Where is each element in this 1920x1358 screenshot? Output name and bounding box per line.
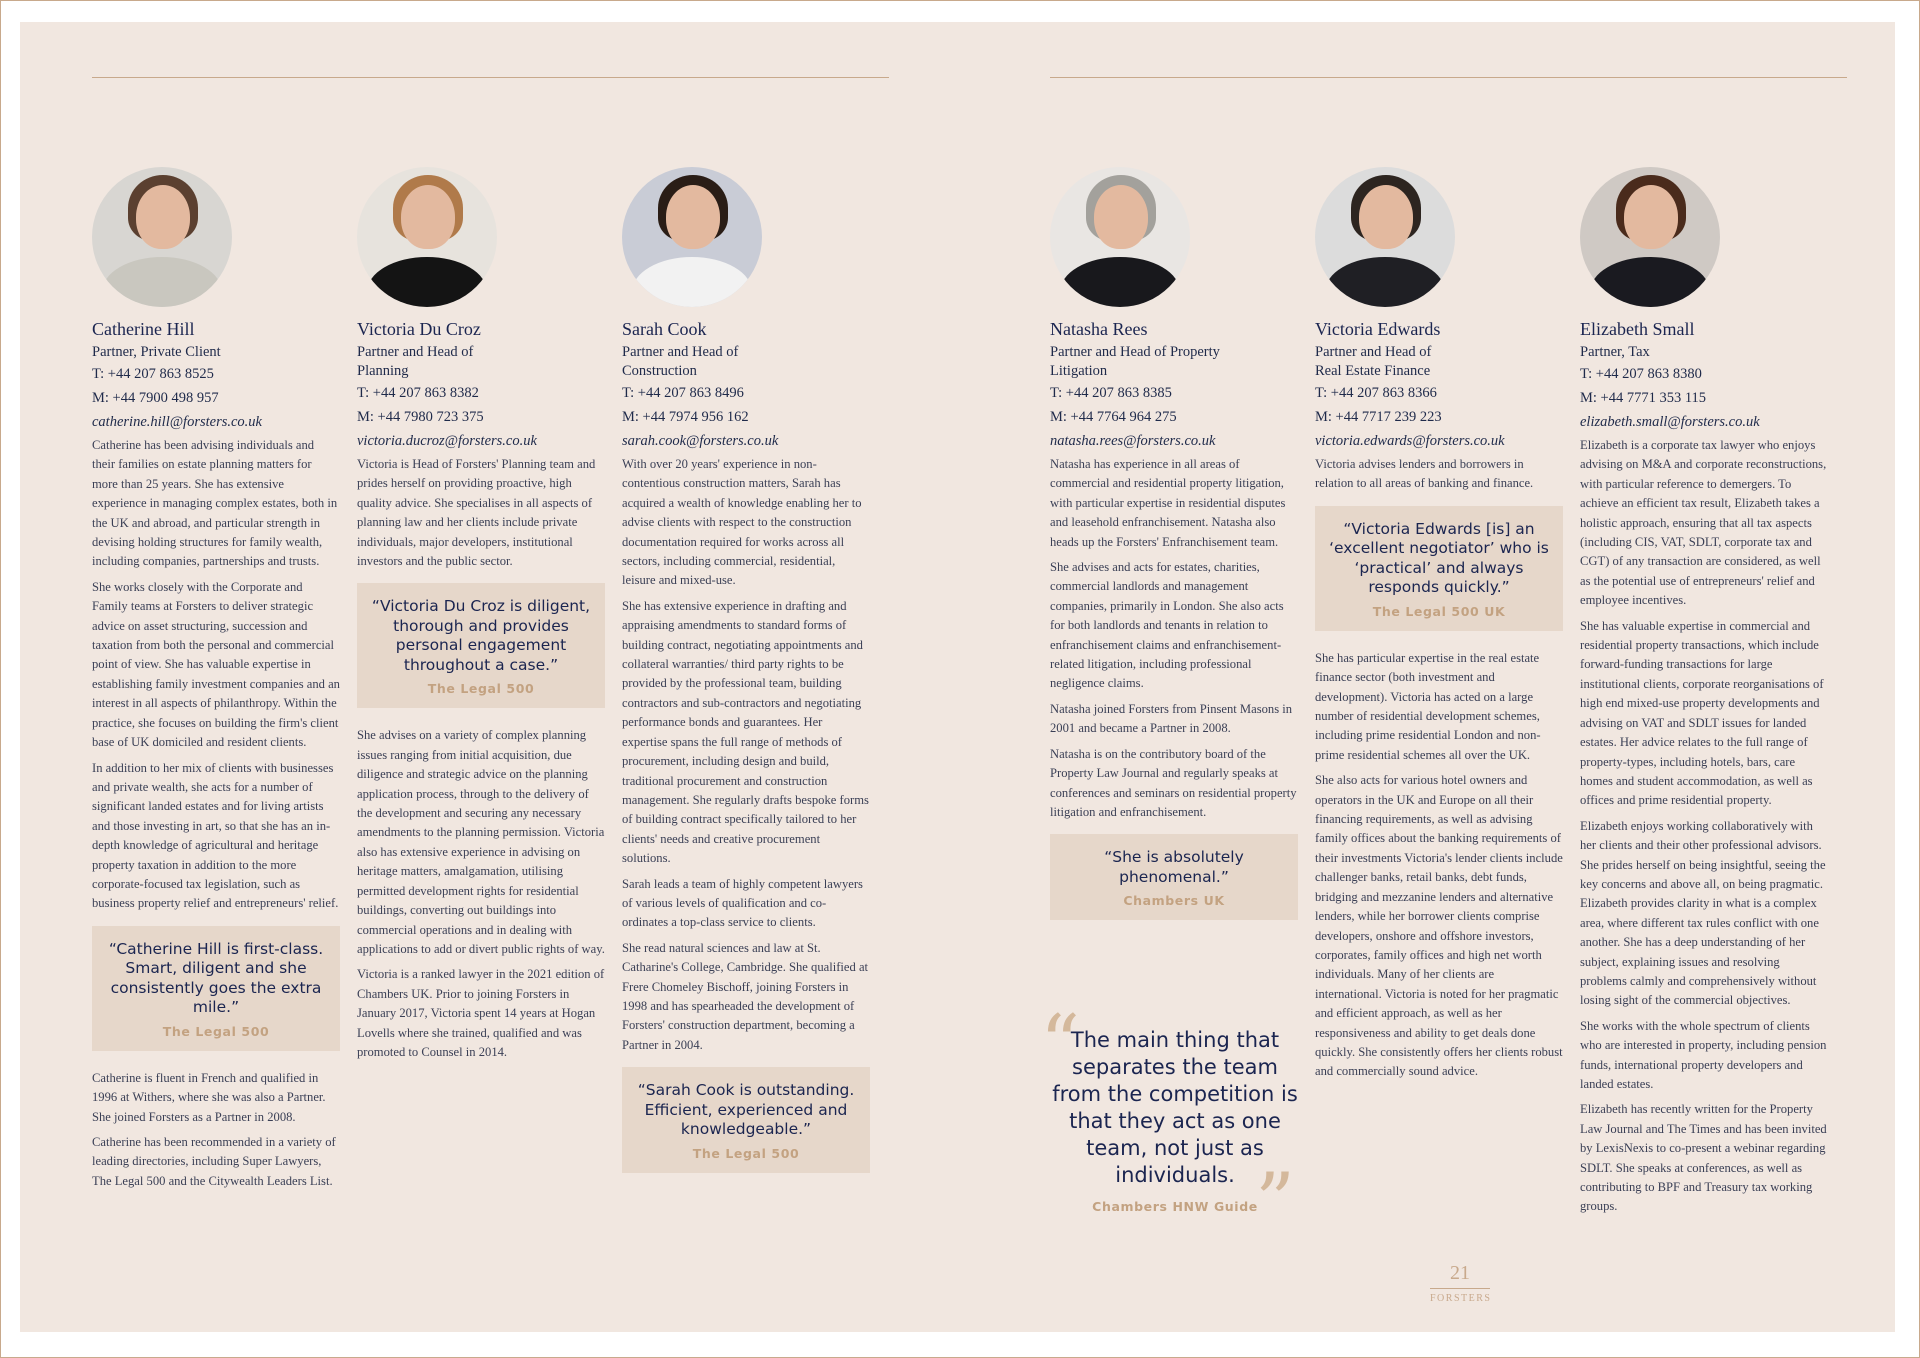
testimonial-text: “Victoria Edwards [is] an ‘excellent negotiator’ who is ‘practical’ and always responds quickly.”	[1329, 519, 1549, 597]
portrait-face	[666, 185, 720, 249]
telephone-number: T: +44 207 863 8366	[1315, 385, 1437, 401]
feature-quote-text: The main thing that separates the team from the competition is that they act as one team, not just as individuals.	[1052, 1028, 1298, 1187]
brochure-spread	[20, 22, 1895, 1332]
feature-quote-source: Chambers HNW Guide	[1092, 1199, 1258, 1214]
bio-paragraph: She has valuable expertise in commercial and residential property transactions, which include forward-funding transactions for large institutional clients, corporate reorganisations of high end mixed-use property developments and advising on VAT and SDLT issues for landed estates. Her advice relates to the full range of property-types, including hotels, bars, care homes and student accommodation, as well as offices and prime residential property.	[1580, 618, 1824, 808]
open-quote-mark-icon: “	[1040, 999, 1080, 1089]
close-quote-mark-icon: ”	[1255, 1157, 1295, 1247]
profile-card	[1315, 167, 1563, 1088]
bio-paragraph: Elizabeth has recently written for the Property Law Journal and The Times and has been invited by LexisNexis to co-present a webinar regarding SDLT. She speaks at conferences, as well as contributing to BPF and Treasury tax working groups.	[1580, 1102, 1827, 1214]
email-link[interactable]: sarah.cook@forsters.co.uk	[622, 433, 779, 449]
bio-paragraph: Victoria is Head of Forsters' Planning team and prides herself on providing proactive, high quality advice. She specialises in all aspects of planning law and her clients include private individuals, major developers, institutional investors and the public sector.	[357, 457, 596, 569]
testimonial-source: Chambers UK	[1123, 893, 1225, 909]
bio-paragraph: Victoria advises lenders and borrowers in relation to all areas of banking and finance.	[1315, 457, 1534, 491]
person-role: Planning	[357, 363, 409, 379]
portrait-photo	[1315, 167, 1455, 307]
bio-paragraph: Natasha joined Forsters from Pinsent Masons in 2001 and became a Partner in 2008.	[1050, 701, 1293, 736]
bio-paragraph: She works closely with the Corporate and Family teams at Forsters to deliver strategic advice on asset structuring, succession and taxation from both the personal and commercial point of view. She has valuable expertise in establishing family investment companies and an interest in all aspects of philanthropy. Within the practice, she focuses on building the firm's client base of UK domiciled and resident clients.	[92, 579, 340, 750]
portrait-photo	[357, 167, 497, 307]
telephone-number: T: +44 207 863 8380	[1580, 366, 1702, 382]
divider-rule-right	[1050, 77, 1847, 78]
mobile-number: M: +44 7771 353 115	[1580, 390, 1707, 406]
portrait-face	[1359, 185, 1413, 249]
page-folio	[1430, 1262, 1490, 1304]
telephone-number: T: +44 207 863 8385	[1050, 385, 1172, 401]
profile-card	[357, 167, 605, 1068]
profile-card	[92, 167, 340, 1197]
testimonial-source: The Legal 500	[692, 1145, 800, 1161]
bio-paragraph: She also acts for various hotel owners and operators in the UK and Europe on all their financing requirements, as well as advising family offices about the banking requirements of their investments Victoria's lender clients include challenger banks, retail banks, debt funds, bridging and mezzanine lenders and alternative lenders, while her borrower clients comprise developers, onshore and offshore investors, corporates, family offices and high net worth individuals. Many of her clients are international. Victoria is noted for her pragmatic and efficient approach, as well as her responsiveness and ability to get deals done quickly. She consistently offers her clients robust and commercially sound advice.	[1315, 773, 1563, 1079]
bio-paragraph: With over 20 years' experience in non-contentious construction matters, Sarah has acquired a wealth of knowledge enabling her to advise clients with respect to the construction documentation required for works across all sectors, including commercial, residential, leisure and mixed-use.	[622, 457, 862, 588]
testimonial-box	[1050, 834, 1298, 920]
telephone-number: T: +44 207 863 8382	[357, 385, 479, 401]
folio-rule	[1430, 1288, 1490, 1289]
portrait-face	[1624, 185, 1678, 249]
portrait-face	[401, 185, 455, 249]
email-link[interactable]: natasha.rees@forsters.co.uk	[1050, 433, 1216, 449]
testimonial-text: “Sarah Cook is outstanding. Efficient, experienced and knowledgeable.”	[637, 1081, 855, 1139]
bio-paragraph: Catherine is fluent in French and qualified in 1996 at Withers, where she was also a Partner. She joined Forsters as a Partner in 2008.	[92, 1070, 326, 1124]
testimonial-box	[622, 1067, 870, 1173]
bio-paragraph: Natasha has experience in all areas of commercial and residential property litigation, with particular expertise in residential disputes and leasehold enfranchisement. Natasha also heads up the Forsters' Enfranchisement team.	[1050, 457, 1286, 549]
mobile-number: M: +44 7900 498 957	[92, 390, 219, 406]
bio-paragraph: She works with the whole spectrum of clients who are interested in property, including pension funds, international property developers and landed estates.	[1580, 1018, 1827, 1091]
email-link[interactable]: elizabeth.small@forsters.co.uk	[1580, 414, 1760, 430]
person-role: Partner and Head of	[1315, 344, 1432, 360]
testimonial-text: “Catherine Hill is first-class. Smart, diligent and she consistently goes the extra mile.”	[108, 939, 324, 1017]
profile-card	[1580, 167, 1828, 1223]
testimonial-source: The Legal 500	[162, 1023, 270, 1039]
email-link[interactable]: victoria.edwards@forsters.co.uk	[1315, 433, 1505, 449]
brand-name: FORSTERS	[1430, 1293, 1492, 1304]
testimonial-source: The Legal 500 UK	[1372, 603, 1506, 619]
portrait-photo	[622, 167, 762, 307]
person-name: Victoria Du Croz	[357, 319, 481, 339]
person-role: Real Estate Finance	[1315, 363, 1431, 379]
portrait-photo	[92, 167, 232, 307]
bio-paragraph: Elizabeth is a corporate tax lawyer who enjoys advising on M&A and corporate reconstructions, with particular reference to demergers. To achieve an efficient tax result, Elizabeth takes a holistic approach, ensuring that all tax aspects (including CIS, VAT, SDLT, corporate tax and CGT) of any transaction are considered, as well as the potential use of entrepreneurs' relief and employee incentives.	[1580, 438, 1827, 608]
portrait-photo	[1580, 167, 1720, 307]
bio-paragraph: She has particular expertise in the real estate finance sector (both investment and development). Victoria has acted on a large number of residential development schemes, including prime residential London and non-prime residential schemes all over the UK.	[1315, 650, 1541, 762]
portrait-face	[1094, 185, 1148, 249]
feature-quote	[1040, 999, 1300, 1247]
page-number: 21	[1450, 1262, 1470, 1284]
portrait-photo	[1050, 167, 1190, 307]
testimonial-box	[92, 926, 340, 1051]
person-role: Partner and Head of	[357, 344, 474, 360]
person-name: Sarah Cook	[622, 319, 707, 339]
portrait-face	[136, 185, 190, 249]
testimonial-text: “She is absolutely phenomenal.”	[1104, 848, 1244, 886]
email-link[interactable]: victoria.ducroz@forsters.co.uk	[357, 433, 537, 449]
person-name: Victoria Edwards	[1315, 319, 1441, 339]
person-role: Partner, Private Client	[92, 344, 221, 360]
testimonial-source: The Legal 500	[427, 681, 535, 697]
bio-paragraph: Catherine has been advising individuals and their families on estate planning matters for more than 25 years. She has extensive experience in managing complex estates, both in the UK and abroad, and particular strength in devising holding structures for family wealth, including companies, partnerships and trusts.	[92, 438, 338, 569]
person-role: Partner and Head of	[622, 344, 739, 360]
bio-paragraph: She has extensive experience in drafting and appraising amendments to standard forms of building contract, negotiating appointments and collateral warranties/ third party rights to be provided by the professional team, building contractors and sub-contractors and negotiating performance bonds and guarantees. Her expertise spans the full range of methods of procurement, including design and build, traditional procurement and construction management. She regularly drafts bespoke forms of building contract specifically tailored to her clients' needs and creative procurement solutions.	[622, 598, 869, 866]
bio-paragraph: Elizabeth enjoys working collaboratively with her clients and their other professional advisors. She prides herself on being insightful, seeing the key concerns and above all, on being pragmatic. Elizabeth provides clarity in what is a complex area, where different tax rules conflict with one another. She has a deep understanding of her subject, explaining issues and resolving problems calmly and comprehensively without losing sight of the commercial objectives.	[1580, 818, 1826, 1008]
testimonial-box	[1315, 506, 1563, 631]
mobile-number: M: +44 7764 964 275	[1050, 409, 1177, 425]
profile-card	[1050, 167, 1298, 938]
person-role: Litigation	[1050, 363, 1108, 379]
email-link[interactable]: catherine.hill@forsters.co.uk	[92, 414, 262, 430]
person-role: Partner and Head of Property	[1050, 344, 1220, 360]
telephone-number: T: +44 207 863 8496	[622, 385, 744, 401]
testimonial-box	[357, 583, 605, 708]
person-role: Construction	[622, 363, 697, 379]
mobile-number: M: +44 7980 723 375	[357, 409, 484, 425]
bio-paragraph: Victoria is a ranked lawyer in the 2021 edition of Chambers UK. Prior to joining Forsters in January 2017, Victoria spent 14 years at Hogan Lovells where she trained, qualified and was promoted to Counsel in 2014.	[357, 967, 605, 1059]
testimonial-text: “Victoria Du Croz is diligent, thorough and provides personal engagement throughout a case.”	[371, 597, 591, 674]
telephone-number: T: +44 207 863 8525	[92, 366, 214, 382]
mobile-number: M: +44 7717 239 223	[1315, 409, 1442, 425]
person-name: Elizabeth Small	[1580, 319, 1695, 339]
mobile-number: M: +44 7974 956 162	[622, 409, 749, 425]
bio-paragraph: She advises and acts for estates, charities, commercial landlords and management companies, primarily in London. She also acts for both landlords and tenants in relation to enfranchisement claims and enfranchisement-related litigation, including professional negligence claims.	[1050, 560, 1284, 691]
divider-rule-left	[92, 77, 889, 78]
bio-paragraph: Sarah leads a team of highly competent lawyers of various levels of qualification and co-ordinates a top-class service to clients.	[622, 876, 863, 930]
bio-paragraph: Natasha is on the contributory board of the Property Law Journal and regularly speaks at conferences and seminars on residential property litigation and enfranchisement.	[1050, 746, 1297, 819]
profile-card	[622, 167, 870, 1191]
bio-paragraph: She advises on a variety of complex planning issues ranging from initial acquisition, due diligence and strategic advice on the planning application process, through to the delivery of the development and securing any necessary amendments to the planning permission. Victoria also has extensive experience in advising on heritage matters, amalgamation, utilising permitted development rights for residential buildings, converting out buildings into commercial operations and in dealing with applications to add or divert public rights of way.	[357, 728, 605, 956]
bio-paragraph: She read natural sciences and law at St. Catharine's College, Cambridge. She qualified at Frere Chomeley Bischoff, joining Forsters in 1998 and has spearheaded the development of Forsters' construction department, becoming a Partner in 2004.	[622, 940, 869, 1052]
person-role: Partner, Tax	[1580, 344, 1650, 360]
person-name: Catherine Hill	[92, 319, 195, 339]
person-name: Natasha Rees	[1050, 319, 1148, 339]
bio-paragraph: In addition to her mix of clients with businesses and private wealth, she acts for a number of significant landed estates and for living artists and those investing in art, so that she has an in-depth knowledge of agricultural and heritage property taxation in addition to the more corporate-focused tax legislation, such as business property relief and entrepreneurs' relief.	[92, 760, 339, 911]
bio-paragraph: Catherine has been recommended in a variety of leading directories, including Super Lawyers, The Legal 500 and the Citywealth Leaders List.	[92, 1134, 336, 1188]
